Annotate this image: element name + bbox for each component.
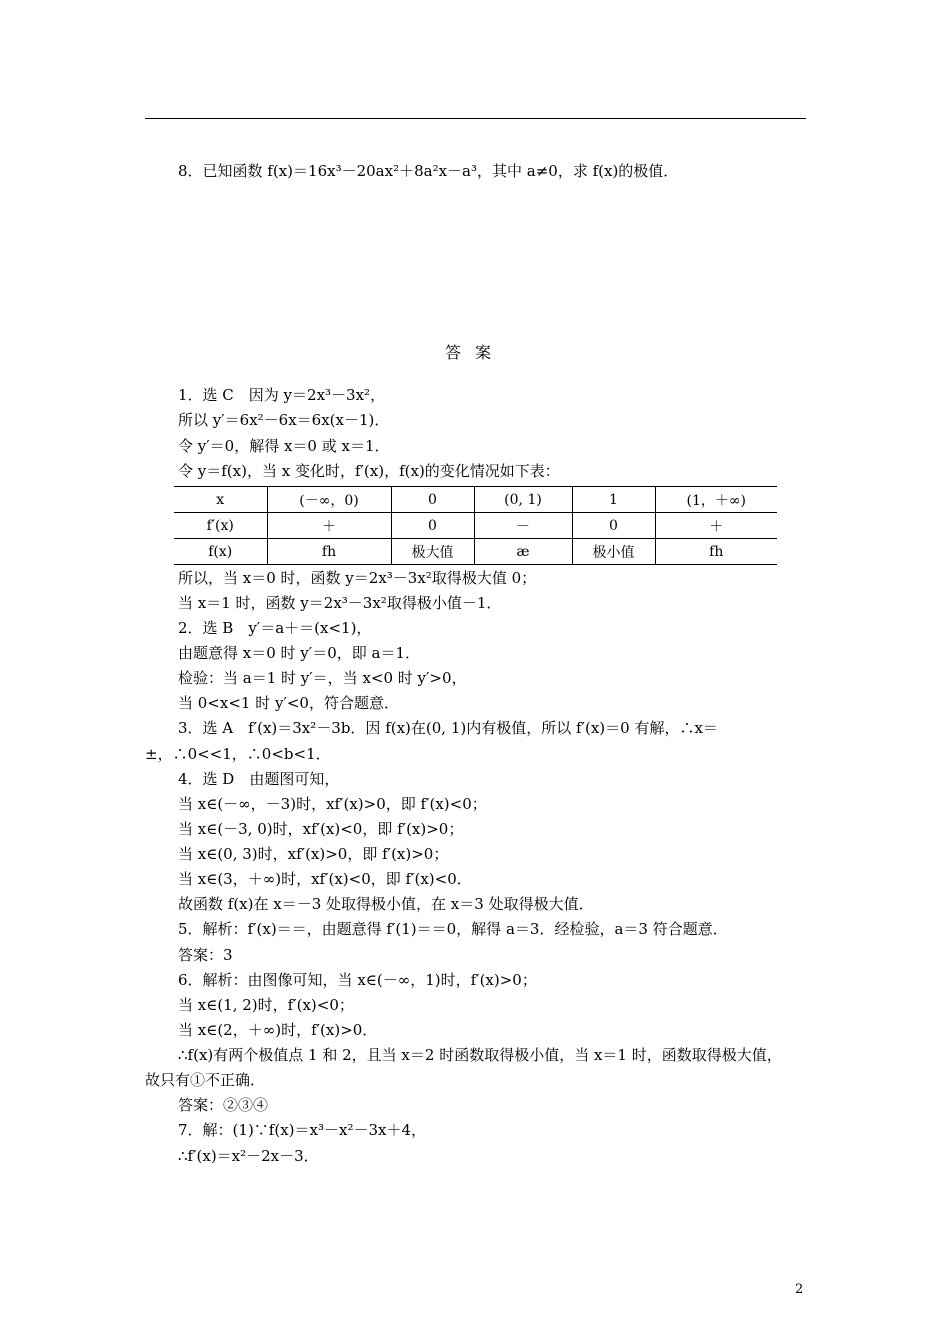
text-line: 答案：3 — [178, 946, 233, 964]
text-line: 令 y＝f(x)，当 x 变化时，f′(x)，f(x)的变化情况如下表： — [178, 462, 560, 480]
table-cell: 极小值 — [572, 539, 655, 565]
text-line: 当 0<x<1 时 y′<0，符合题意． — [178, 694, 399, 712]
table-row — [174, 487, 777, 513]
table-cell: (1，＋∞) — [655, 487, 777, 513]
text-line: 答案：②③④ — [178, 1096, 269, 1114]
table-cell: (－∞，0) — [267, 487, 391, 513]
table-cell: ＋ — [655, 513, 777, 539]
table-cell: 极大值 — [391, 539, 474, 565]
text-line: 3．选 A f′(x)＝3x²－3b．因 f(x)在(0, 1)内有极值，所以 f′(x)＝0 有解，∴x＝ — [178, 719, 718, 737]
text-line: 当 x∈(3，＋∞)时，xf′(x)<0，即 f′(x)<0． — [178, 870, 472, 888]
variation-table — [174, 486, 777, 565]
text-line: 当 x∈(2，＋∞)时，f′(x)>0． — [178, 1021, 378, 1039]
text-line: 故只有①不正确． — [145, 1071, 266, 1089]
table-cell: 0 — [572, 513, 655, 539]
table-cell: fh — [267, 539, 391, 565]
table-cell: f(x) — [174, 539, 267, 565]
table-cell: f′(x) — [174, 513, 267, 539]
text-line: 4．选 D 由题图可知， — [178, 770, 340, 788]
text-line: 所以 y′＝6x²－6x＝6x(x－1)． — [178, 411, 390, 429]
table-cell: 0 — [391, 487, 474, 513]
text-line: 1．选 C 因为 y＝2x³－3x²， — [178, 386, 386, 404]
page-number: 2 — [795, 1282, 804, 1297]
text-line: 当 x∈(1, 2)时，f′(x)<0； — [178, 996, 354, 1014]
text-line: 由题意得 x＝0 时 y′＝0，即 a＝1． — [178, 644, 420, 662]
table-cell: － — [474, 513, 572, 539]
text-line: 令 y′＝0，解得 x＝0 或 x＝1． — [178, 437, 390, 455]
table-cell: æ — [474, 539, 572, 565]
text-line: 5．解析：f′(x)＝＝，由题意得 f′(1)＝＝0，解得 a＝3．经检验，a＝3 符合题意． — [178, 920, 728, 938]
text-line: ∴f(x)有两个极值点 1 和 2，且当 x＝2 时函数取得极小值，当 x＝1 时，函数取得极大值， — [178, 1046, 782, 1064]
text-line: 当 x∈(0, 3)时，xf′(x)>0，即 f′(x)>0； — [178, 845, 449, 863]
table-cell: fh — [655, 539, 777, 565]
table-cell: ＋ — [267, 513, 391, 539]
table-row — [174, 513, 777, 539]
text-line: 所以，当 x＝0 时，函数 y＝2x³－3x²取得极大值 0； — [178, 569, 537, 587]
table-cell: 1 — [572, 487, 655, 513]
text-line: ∴f′(x)＝x²－2x－3． — [178, 1147, 319, 1165]
header-rule — [145, 118, 806, 119]
answer-heading: 答案 — [444, 343, 505, 362]
text-line: 6．解析：由图像可知，当 x∈(－∞，1)时，f′(x)>0； — [178, 971, 537, 989]
table-cell: x — [174, 487, 267, 513]
text-line: 检验：当 a＝1 时 y′＝，当 x<0 时 y′>0， — [178, 669, 467, 687]
text-line: 当 x∈(－3, 0)时，xf′(x)<0，即 f′(x)>0； — [178, 820, 464, 838]
table-cell: 0 — [391, 513, 474, 539]
problem-8: 8．已知函数 f(x)＝16x³－20ax²＋8a²x－a³，其中 a≠0，求 f(x)的极值． — [178, 162, 679, 180]
text-line: 当 x＝1 时，函数 y＝2x³－3x²取得极小值－1． — [178, 594, 502, 612]
table-cell: (0, 1) — [474, 487, 572, 513]
text-line: 7．解：(1)∵f(x)＝x³－x²－3x＋4， — [178, 1121, 426, 1139]
text-line: 当 x∈(－∞，－3)时，xf′(x)>0，即 f′(x)<0； — [178, 795, 487, 813]
text-line: ±，∴0<<1，∴0<b<1． — [145, 745, 331, 763]
text-line: 2．选 B y′＝a＋＝(x<1)， — [178, 619, 372, 637]
text-line: 故函数 f(x)在 x＝－3 处取得极小值，在 x＝3 处取得极大值． — [178, 895, 594, 913]
table-row — [174, 539, 777, 565]
